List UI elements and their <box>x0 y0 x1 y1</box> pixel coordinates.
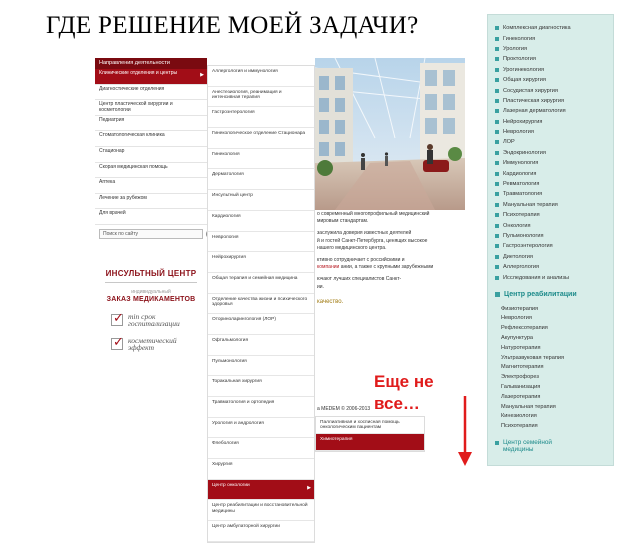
bullet-icon <box>495 109 499 113</box>
left-menu-item-label: Аптека <box>99 179 116 186</box>
sidebar-service-label: ЛОР <box>503 139 515 146</box>
submenu-item[interactable] <box>208 232 314 253</box>
bullet-icon <box>495 26 499 30</box>
sidebar-service-label: Гастроэнтерология <box>503 243 553 250</box>
submenu-item-label: Дерматология <box>212 172 244 178</box>
stroke-center-banner[interactable] <box>95 263 207 393</box>
sidebar-service-label: Пластическая хирургия <box>503 97 564 104</box>
sidebar-service-item[interactable] <box>495 137 613 147</box>
oncology-submenu-item[interactable]: Паллиативная и хосписная помощь онкологическим пациентам <box>316 417 424 434</box>
sidebar-service-item[interactable] <box>495 189 613 199</box>
submenu-item-label: Нейрохирургия <box>212 255 246 261</box>
sidebar-service-item[interactable] <box>495 241 613 251</box>
clinical-departments-submenu <box>207 65 315 543</box>
submenu-item[interactable] <box>208 418 314 439</box>
bullet-icon <box>495 276 499 280</box>
submenu-item-label: Пульмонология <box>212 358 247 364</box>
submenu-item[interactable] <box>208 480 314 501</box>
bullet-icon <box>495 47 499 51</box>
sidebar-service-label: Диетология <box>503 253 533 260</box>
submenu-item-label: Оториноларингология (ЛОР) <box>212 317 276 323</box>
chevron-right-icon: ▶ <box>307 484 311 491</box>
sidebar-service-label: Эндокринология <box>503 149 546 156</box>
bullet-icon <box>495 192 499 196</box>
bullet-icon <box>495 78 499 82</box>
submenu-item[interactable] <box>208 190 314 211</box>
rehab-service-item[interactable]: Электрофорез <box>501 374 539 381</box>
sidebar-service-item[interactable] <box>495 168 613 178</box>
bullet-icon <box>495 99 499 103</box>
sidebar-service-item[interactable] <box>495 54 613 64</box>
content-line: ктивно сотрудничает с российскими и <box>317 257 405 264</box>
bullet-icon <box>495 203 499 207</box>
annotation-more-to-come: Еще не все… <box>374 372 434 413</box>
content-line: мировым стандартам. <box>317 218 369 225</box>
submenu-item-label: Кардиология <box>212 213 241 219</box>
rehab-section-title: Центр реабилитации <box>504 290 577 298</box>
submenu-item-label: Гастроэнтерология <box>212 110 255 116</box>
sidebar-service-item[interactable] <box>495 272 613 282</box>
oncology-submenu <box>315 416 425 452</box>
sidebar-service-item[interactable] <box>495 220 613 230</box>
left-menu-item[interactable] <box>95 147 207 163</box>
submenu-item[interactable] <box>208 500 314 521</box>
content-link[interactable]: компании <box>317 264 340 271</box>
sidebar-service-item[interactable] <box>495 106 613 116</box>
content-line: заслужила доверия известных деятелей <box>317 230 412 237</box>
submenu-item[interactable] <box>208 107 314 128</box>
left-menu-item-label: Стоматологическая клиника <box>99 132 165 139</box>
sidebar-service-item[interactable] <box>495 33 613 43</box>
rehab-service-item[interactable]: Психотерапия <box>501 423 538 430</box>
rehab-service-item[interactable]: Мануальная терапия <box>501 403 556 410</box>
bullet-icon <box>495 244 499 248</box>
services-sidebar <box>487 14 614 466</box>
content-quality-text: качество. <box>317 298 344 305</box>
submenu-item[interactable] <box>208 314 314 335</box>
left-menu-item-label: Стационар <box>99 147 125 154</box>
submenu-item[interactable] <box>208 211 314 232</box>
sidebar-service-label: Гинекология <box>503 35 536 42</box>
submenu-item-label: Аллергология и иммунология <box>212 69 278 74</box>
content-line: о современный многопрофильный медицинский <box>317 211 430 217</box>
bullet-icon <box>495 255 499 259</box>
sidebar-service-label: Исследования и анализы <box>503 274 570 281</box>
sidebar-service-item[interactable] <box>495 210 613 220</box>
family-medicine-link[interactable] <box>495 439 552 453</box>
copyright-text: а MEDEM © 2006-2013 <box>317 406 371 412</box>
submenu-item-label: Общая терапия и семейная медицина <box>212 275 298 281</box>
banner-divider <box>105 282 197 283</box>
submenu-item-label: Урология и андрология <box>212 420 264 426</box>
sidebar-service-item[interactable] <box>495 65 613 75</box>
left-menu-item-label: Центр пластической хирургии и косметологии <box>99 101 173 113</box>
sidebar-service-item[interactable] <box>495 44 613 54</box>
sidebar-service-item[interactable] <box>495 231 613 241</box>
sidebar-service-label: Ревматология <box>503 181 540 188</box>
bullet-icon <box>495 151 499 155</box>
sidebar-service-label: Сосудистая хирургия <box>503 87 558 94</box>
submenu-item-label: Центр амбулаторной хирургии <box>212 524 280 530</box>
submenu-item[interactable] <box>208 294 314 315</box>
bullet-icon <box>495 89 499 93</box>
submenu-item[interactable] <box>208 438 314 459</box>
search-placeholder: Поиск по сайту <box>103 230 139 237</box>
sidebar-service-item[interactable] <box>495 179 613 189</box>
sidebar-service-label: Аллергология <box>503 264 540 271</box>
family-medicine-line2: медицины <box>503 446 534 453</box>
bullet-icon <box>495 120 499 124</box>
family-medicine-line1: Центр семейной <box>503 439 552 446</box>
submenu-item[interactable] <box>208 252 314 273</box>
rehab-service-item[interactable]: Лазеротерапия <box>501 393 541 400</box>
submenu-item-label: Хирургия <box>212 462 233 468</box>
submenu-item-label: Офтальмология <box>212 337 249 343</box>
sidebar-service-label: Урология <box>503 45 528 52</box>
sidebar-service-label: Онкология <box>503 222 531 229</box>
sidebar-service-item[interactable] <box>495 75 613 85</box>
left-menu-item-label: Клинические отделения и центры <box>99 70 178 76</box>
rehab-service-item[interactable]: Кинезиология <box>501 413 537 420</box>
banner-check-row <box>111 337 207 351</box>
left-menu-item-label: Диагностические отделения <box>99 85 165 92</box>
chevron-right-icon: ▶ <box>200 72 204 78</box>
clinic-atrium-photo <box>315 58 465 210</box>
checkmark-icon <box>111 338 123 350</box>
sidebar-service-label: Проктология <box>503 56 536 63</box>
bullet-icon <box>495 161 499 165</box>
submenu-item-label: Анестезиология, реанимация и интенсивная терапия <box>212 89 282 101</box>
left-menu-item[interactable] <box>95 163 207 179</box>
sidebar-service-label: Травматология <box>503 191 543 198</box>
submenu-item-label: Центр реабилитации и восстановительной медицины <box>212 503 308 514</box>
left-menu-item[interactable] <box>95 131 207 147</box>
rehab-service-item[interactable]: Магнитотерапия <box>501 364 544 371</box>
submenu-item[interactable] <box>208 521 314 542</box>
rehab-services-list <box>488 304 613 431</box>
rehab-service-item[interactable]: Ультразвуковая терапия <box>501 354 565 361</box>
bullet-icon <box>495 130 499 134</box>
left-menu-item[interactable] <box>95 69 207 85</box>
submenu-item[interactable] <box>208 356 314 377</box>
submenu-item-label: Гинекология <box>212 151 240 157</box>
submenu-item[interactable] <box>208 273 314 294</box>
clinic-description-text <box>317 211 463 306</box>
rehab-service-item[interactable]: Гальванизация <box>501 384 541 391</box>
left-menu-header: Направления деятельности <box>95 58 207 69</box>
bullet-icon <box>495 213 499 217</box>
rehab-service-item[interactable]: Рефлексотерапия <box>501 325 548 332</box>
content-line: нашего медицинского центра. <box>317 244 387 251</box>
sidebar-service-item[interactable] <box>495 252 613 262</box>
banner-check-text: косметический эффект <box>128 336 177 352</box>
content-line <box>317 264 463 271</box>
rehab-section-header[interactable] <box>495 291 613 298</box>
bullet-icon <box>495 172 499 176</box>
bullet-icon <box>495 57 499 61</box>
sidebar-service-label: Лазерная дерматология <box>503 108 566 115</box>
sidebar-service-label: Иммунология <box>503 160 539 167</box>
sidebar-service-item[interactable] <box>495 200 613 210</box>
submenu-item-label: Неврология <box>212 234 239 240</box>
left-menu-item-label: Для врачей <box>99 210 126 217</box>
sidebar-service-label: Комплексная диагностика <box>503 25 571 32</box>
banner-check-row <box>111 313 207 327</box>
bullet-icon <box>495 292 500 297</box>
sidebar-service-label: Психотерапия <box>503 212 540 219</box>
submenu-item[interactable] <box>208 459 314 480</box>
oncology-submenu-item[interactable]: Химиотерапия <box>316 434 424 451</box>
content-line: ючают лучших специалистов Санкт- <box>317 276 402 283</box>
sidebar-service-label: Урогинекология <box>503 66 545 73</box>
left-menu-item-label: Педиатрия <box>99 116 125 123</box>
bullet-icon <box>495 182 499 186</box>
sidebar-service-label: Пульмонология <box>503 233 544 239</box>
submenu-item-label: Отделение качества жизни и психического здоровья <box>212 296 308 307</box>
submenu-item-label: Инсультный центр <box>212 193 253 199</box>
submenu-item-label: Флебология <box>212 441 239 447</box>
left-menu-item[interactable] <box>95 85 207 101</box>
left-menu-item-label: Лечение за рубежом <box>99 194 147 201</box>
bullet-icon <box>495 140 499 144</box>
left-navigation-menu <box>95 58 207 239</box>
rehab-service-item[interactable]: Акупунктура <box>501 335 534 342</box>
submenu-item-label: Гинекологическое отделение Стационара <box>212 131 306 137</box>
content-line: й и гостей Санкт-Петербурга, ценящих высокое <box>317 237 428 244</box>
banner-title: ИНСУЛЬТНЫЙ ЦЕНТР <box>105 269 197 278</box>
left-menu-item[interactable] <box>95 194 207 210</box>
submenu-item[interactable] <box>208 335 314 356</box>
sidebar-service-label: Кардиология <box>503 170 537 177</box>
bullet-icon <box>495 265 499 269</box>
left-menu-item[interactable] <box>95 100 207 116</box>
bullet-icon <box>495 68 499 72</box>
submenu-item[interactable] <box>208 87 314 108</box>
submenu-item[interactable] <box>208 397 314 418</box>
site-search-input[interactable] <box>99 229 203 239</box>
bullet-icon <box>495 441 499 445</box>
bullet-icon <box>495 37 499 41</box>
sidebar-service-label: Мануальная терапия <box>503 201 558 208</box>
sidebar-service-item[interactable] <box>495 127 613 137</box>
banner-subtitle: индивидуальный <box>131 289 171 295</box>
banner-headline: ЗАКАЗ МЕДИКАМЕНТОВ <box>106 296 196 303</box>
submenu-item-label: Центр онкологии <box>212 482 250 488</box>
down-arrow-icon <box>456 394 474 468</box>
rehab-service-item[interactable]: Неврология <box>501 315 532 322</box>
left-menu-item[interactable] <box>95 209 207 225</box>
bullet-icon <box>495 234 499 238</box>
sidebar-service-item[interactable] <box>495 148 613 158</box>
submenu-item-label: Травматология и ортопедия <box>212 400 275 405</box>
banner-check-text: min срок госпитализации <box>128 312 180 328</box>
content-line: ии. <box>317 283 324 290</box>
checkmark-icon <box>111 314 123 326</box>
sidebar-service-item[interactable] <box>495 96 613 106</box>
submenu-item[interactable] <box>208 376 314 397</box>
bullet-icon <box>495 224 499 228</box>
rehab-service-item[interactable]: Натуротерапия <box>501 344 541 351</box>
sidebar-service-label: Общая хирургия <box>503 77 546 84</box>
sidebar-service-item[interactable] <box>495 262 613 272</box>
submenu-item-label: Торакальная хирургия <box>212 379 262 385</box>
submenu-item[interactable] <box>208 169 314 190</box>
submenu-item[interactable] <box>208 149 314 170</box>
sidebar-service-item[interactable] <box>495 117 613 127</box>
slide-title: ГДЕ РЕШЕНИЕ МОЕЙ ЗАДАЧИ? <box>46 12 419 39</box>
submenu-item[interactable] <box>208 128 314 149</box>
sidebar-service-item[interactable] <box>495 85 613 95</box>
left-menu-item[interactable] <box>95 178 207 194</box>
sidebar-service-label: Неврология <box>503 129 534 136</box>
rehab-service-item[interactable]: Физиотерапия <box>501 305 539 312</box>
services-list <box>488 15 613 283</box>
left-menu-item-label: Скорая медицинская помощь <box>99 163 168 170</box>
sidebar-service-item[interactable] <box>495 23 613 33</box>
sidebar-service-item[interactable] <box>495 158 613 168</box>
left-menu-item[interactable] <box>95 116 207 132</box>
content-line-text: ании, а также с крупными зарубежными <box>340 264 434 271</box>
sidebar-service-label: Нейрохирургия <box>503 118 543 125</box>
submenu-item[interactable] <box>208 66 314 87</box>
